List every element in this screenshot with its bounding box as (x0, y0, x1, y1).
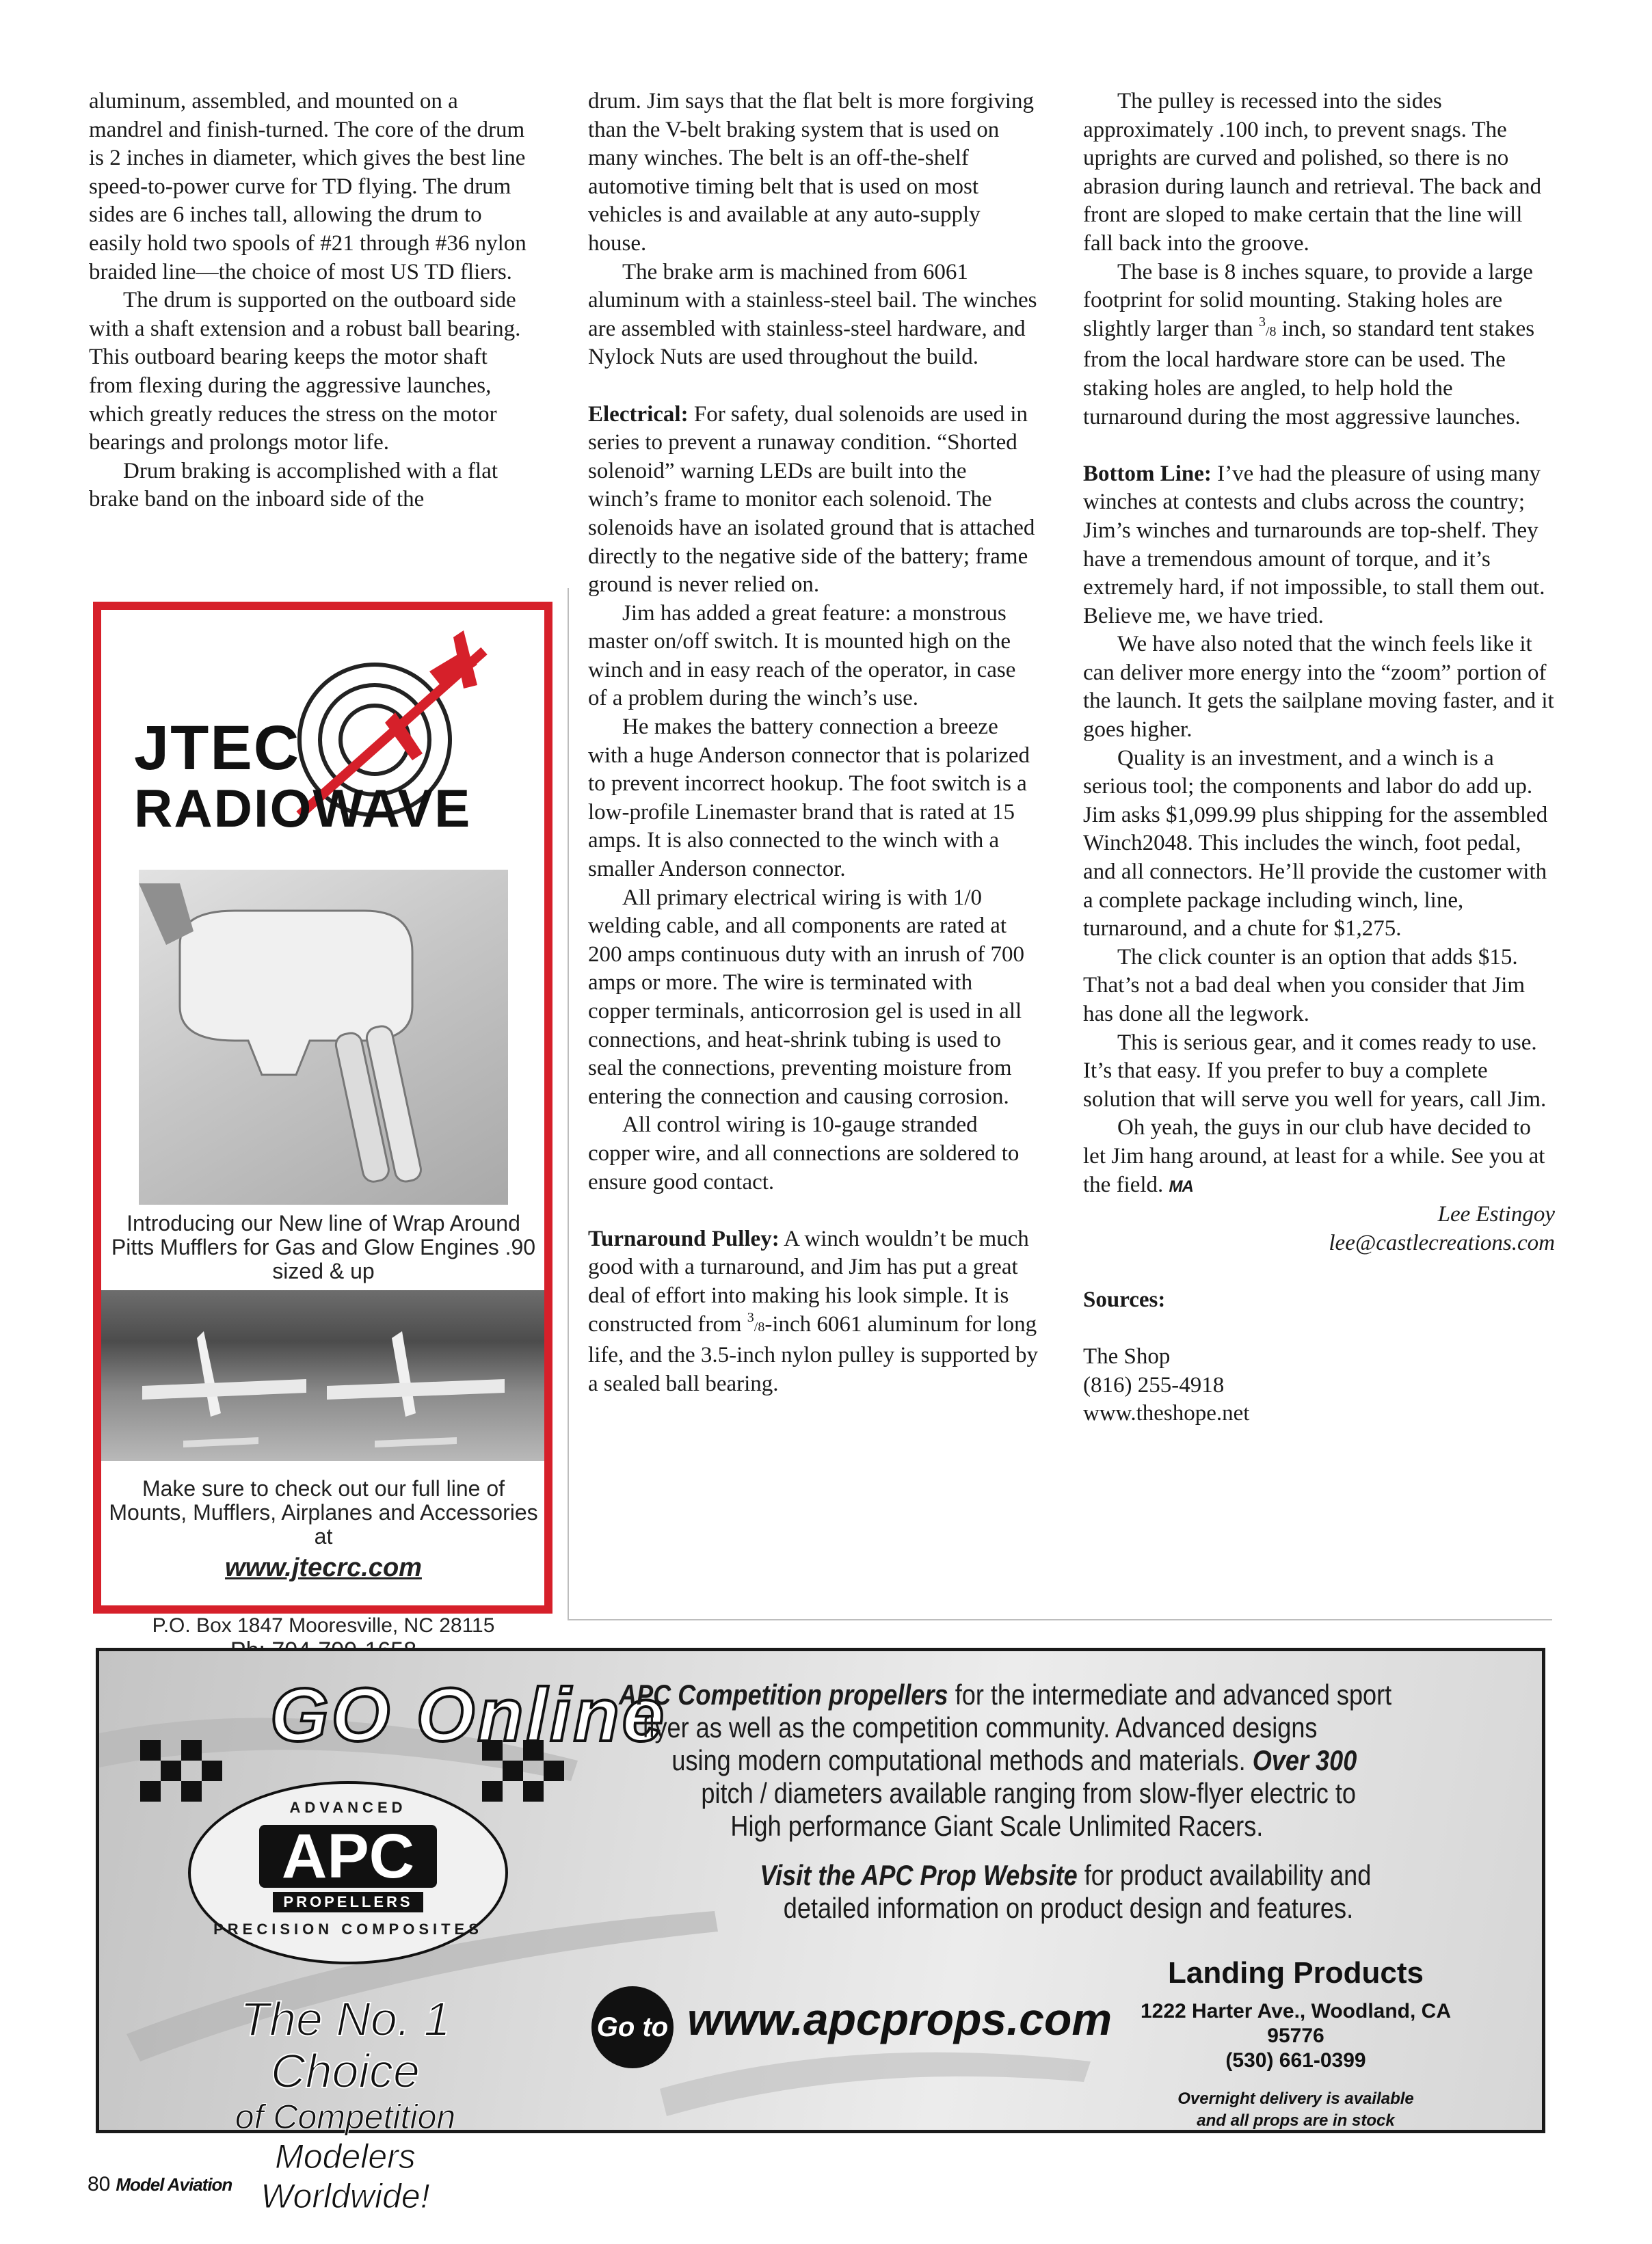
muffler-image (139, 870, 508, 1205)
paragraph-text: -inch 6061 aluminum for long life, and the 3.5-inch nylon pulley is supported by a sealed ball bearing. (588, 1311, 1039, 1396)
fraction-denominator: /8 (1265, 323, 1277, 339)
desc-text: using modern computational methods and materials. (671, 1744, 1253, 1776)
paragraph-text: inch, so standard tent stakes from the local hardware store can be used. The staking holes are angled, to help hold the turnaround during the most aggressive launches. (1083, 316, 1535, 429)
source-phone: (816) 255-4918 (1083, 1372, 1225, 1398)
muffler-photo (139, 870, 508, 1205)
choice-line3: Worldwide! (261, 2177, 430, 2215)
paragraph: Quality is an investment, and a winch is a serious tool; the components and labor do add up. Jim asks $1,099.99 plus shipping for the assembled Winch2048. This includes the winch, foot pedal, and all connectors. He’ll provide the customer with a complete package including winch, line, turnaround, and a chute for $1,275. (1083, 745, 1548, 941)
source-name: The Shop (1083, 1344, 1171, 1370)
paragraph: All primary electrical wiring is with 1/0 welding cable, and all components are rated at 200 amps continuous duty with an inrush of 700 amps or more. The wire is terminated with copper terminals, anticorrosion gel is used in all connections, and heat-shrink tubing is used to seal the connections, preventing moisture from entering the connection and causing corrosion. (588, 885, 1024, 1109)
paragraph: Drum braking is accomplished with a flat brake band on the inboard side of the (89, 458, 498, 512)
jtec-brand-line1: JTEC (134, 713, 301, 783)
airplanes-image (101, 1290, 544, 1461)
paragraph-text: Oh yeah, the guys in our club have decided to let Jim hang around, at least for a while. See you at the field. (1083, 1115, 1545, 1197)
section-heading-electrical: Electrical: (588, 401, 689, 427)
source-website[interactable]: www.theshope.net (1083, 1401, 1250, 1426)
article-column-2 (588, 88, 1039, 1398)
desc-line: flyer as well as the competition community. Advanced designs (642, 1711, 1318, 1744)
fraction-numerator: 3 (1258, 314, 1266, 330)
paragraph: The click counter is an option that adds $15. That’s not a bad deal when you consider that Jim has done all the legwork. (1083, 944, 1526, 1026)
paragraph-text: For safety, dual solenoids are used in series to prevent a runaway condition. “Shorted solenoid” warning LEDs are built into the winch’s frame to monitor each solenoid. The solenoids have an isolated ground that is attached directly to the negative side of the battery; frame ground is never relied on. (588, 401, 1035, 598)
apc-description (619, 1679, 1392, 1925)
desc-bold: Visit the APC Prop Website (760, 1859, 1078, 1891)
jtec-advertisement (93, 602, 552, 1637)
number-one-choice (188, 1993, 503, 2216)
paragraph-text: The base is 8 inches square, to provide a large footprint for solid mounting. Staking holes are slightly larger than (1083, 259, 1533, 341)
logo-apc: APC (259, 1825, 437, 1888)
choice-line2: of Competition Modelers (235, 2098, 456, 2176)
choice-line1: The No. 1 Choice (240, 1992, 451, 2098)
landing-products (1111, 1955, 1480, 2132)
goto-badge: Go to (591, 1986, 674, 2068)
fraction-denominator: /8 (754, 1319, 765, 1335)
paragraph (588, 1225, 1039, 1399)
page-number: 80 (88, 2173, 111, 2195)
section-heading-turnaround: Turnaround Pulley: (588, 1226, 780, 1251)
desc-bold: APC Competition propellers (619, 1679, 948, 1711)
jtec-url[interactable]: www.jtecrc.com (225, 1553, 422, 1582)
end-mark: MA (1169, 1177, 1193, 1196)
airplanes-photo (101, 1290, 544, 1461)
logo-propellers: PROPELLERS (273, 1892, 423, 1912)
logo-advanced: ADVANCED (289, 1799, 407, 1816)
paragraph (1083, 258, 1555, 432)
desc-line: High performance Giant Scale Unlimited Racers. (730, 1810, 1264, 1842)
jtec-intro-text: Introducing our New line of Wrap Around Pitts Mufflers for Gas and Glow Engines .90 sized & up (111, 1211, 536, 1283)
paragraph (588, 401, 1039, 600)
company-name: Landing Products (1168, 1956, 1424, 1990)
jtec-brand-line2: RADIOWAVE (134, 778, 472, 838)
delivery-note-2: and all props are in stock (1197, 2111, 1395, 2130)
section-heading-bottom-line: Bottom Line: (1083, 461, 1212, 486)
sources-heading (1083, 1286, 1555, 1315)
paragraph (1083, 1114, 1555, 1201)
column-divider (568, 588, 569, 1620)
paragraph: All control wiring is 10-gauge stranded copper wire, and all connections are soldered to ensure good contact. (588, 1112, 1020, 1194)
paragraph: aluminum, assembled, and mounted on a mandrel and finish-turned. The core of the drum is 2 inches in diameter, which gives the best line speed-to-power curve for TD flying. The drum sides are 6 inches tall, allowing the drum to easily hold two spools of #21 through #36 nylon braided line—the choice of most US TD fliers. (89, 89, 527, 284)
section-divider (568, 1619, 1552, 1620)
paragraph: This is serious gear, and it comes ready to use. It’s that easy. If you prefer to buy a complete solution that will serve you well for years, call Jim. (1083, 1030, 1547, 1112)
article-column-1 (89, 88, 527, 514)
desc-bold: Over 300 (1252, 1744, 1357, 1776)
paragraph: drum. Jim says that the flat belt is more forgiving than the V-belt braking system that is used on many winches. The belt is an off-the-shelf automotive timing belt that is used on most vehicles is and available at any auto-supply house. (588, 89, 1034, 256)
company-address: 1222 Harter Ave., Woodland, CA 95776 (1140, 2000, 1451, 2047)
sources-heading-text: Sources: (1083, 1287, 1166, 1312)
apc-logo (188, 1781, 508, 1964)
magazine-name: Model Aviation (116, 2174, 232, 2195)
paragraph (1083, 460, 1555, 631)
desc-line: detailed information on product design and features. (783, 1892, 1354, 1924)
paragraph: The drum is supported on the outboard side with a shaft extension and a robust ball bearing. This outboard bearing keeps the motor shaft from flexing during the aggressive launches, which greatly reduces the stress on the motor bearings and prolongs motor life. (89, 288, 521, 455)
paragraph: We have also noted that the winch feels like it can deliver more energy into the “zoom” portion of the launch. It gets the sailplane moving faster, and it goes higher. (1083, 632, 1554, 743)
jtec-address: P.O. Box 1847 Mooresville, NC 28115 (152, 1614, 495, 1637)
page-folio (88, 2173, 232, 2196)
paragraph: Jim has added a great feature: a monstrous master on/off switch. It is mounted high on the winch and in easy reach of the operator, in case of a problem during the winch’s use. (588, 600, 1016, 711)
paragraph: The pulley is recessed into the sides approximately .100 inch, to prevent snags. The uprights are curved and polished, so there is no abrasion during launch and retrieval. The back and front are sloped to make certain that the line will fall back into the groove. (1083, 89, 1542, 256)
paragraph-text: A winch wouldn’t be much good with a turnaround, and Jim has put a great deal of effort into making his look simple. It is constructed from (588, 1226, 1029, 1337)
desc-text: for the intermediate and advanced sport (948, 1679, 1392, 1711)
go-online-title: GO Online (270, 1673, 667, 1757)
paragraph-text: I’ve had the pleasure of using many winches at contests and clubs across the country; Jim’s winches and turnarounds are top-shelf. They have a tremendous amount of torque, and it’s extremely hard, if not impossible, to stall them out. Believe me, we have tried. (1083, 461, 1545, 628)
logo-precision: PRECISION COMPOSITES (213, 1921, 483, 1938)
author-name: Lee Estingoy (1437, 1202, 1555, 1227)
fraction-numerator: 3 (747, 1309, 754, 1325)
paragraph: The brake arm is machined from 6061 aluminum with a stainless-steel bail. The winches are assembled with stainless-steel hardware, and Nylock Nuts are used throughout the build. (588, 259, 1037, 370)
jtec-more-text: Make sure to check out our full line of Mounts, Mufflers, Airplanes and Accessories at (109, 1476, 538, 1549)
author-email[interactable]: lee@castlecreations.com (1329, 1230, 1555, 1255)
apc-website[interactable]: www.apcprops.com (687, 1994, 1113, 2044)
paragraph: He makes the battery connection a breeze with a huge Anderson connector that is polarized to prevent incorrect hookup. The foot switch is a low-profile Linemaster brand that is rated at 15 amps. It is also connected to the winch with a smaller Anderson connector. (588, 714, 1030, 882)
company-phone: (530) 661-0399 (1225, 2049, 1366, 2072)
delivery-note-1: Overnight delivery is available (1177, 2089, 1414, 2108)
desc-line: pitch / diameters available ranging from slow-flyer electric to (701, 1777, 1356, 1809)
article-column-3 (1083, 88, 1555, 1428)
desc-text: for product availability and (1077, 1859, 1372, 1891)
